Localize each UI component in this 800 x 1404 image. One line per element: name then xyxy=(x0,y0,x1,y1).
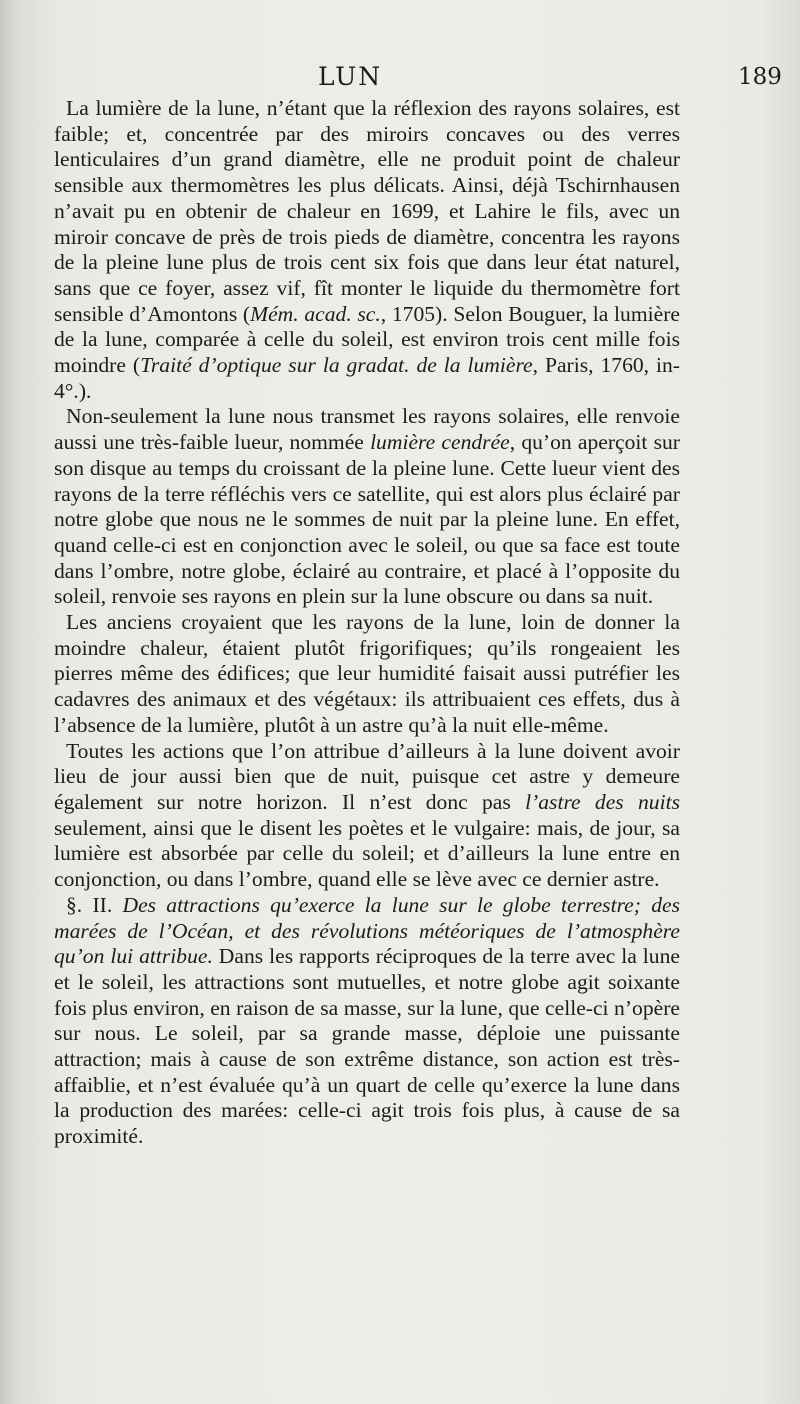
citation-italic: Mém. acad. sc. xyxy=(250,301,381,326)
paragraph-section-2 xyxy=(54,893,680,1150)
text-run: Dans les rapports réciproques de la terre avec la lune et le soleil, les attractions sont mutuelles, et notre globe agit soixante fois plus environ, en raison de sa masse, sur la lune, que celle-ci n’opère sur nous. Le soleil, par sa grande masse, déploie une puissante attraction; mais à cause de son extrême distance, son action est très-affaiblie, et n’est évaluée qu’à un quart de celle qu’exerce la lune dans la production des marées: celle-ci agit trois fois plus, à cause de sa proximité. xyxy=(54,944,680,1149)
running-head: LUN xyxy=(318,62,383,91)
paragraph-ashen-light xyxy=(54,404,680,610)
text-run: seulement, ainsi que le disent les poètes et le vulgaire: mais, de jour, sa lumière est absorbée par celle du soleil; et d’ailleurs la lune entre en conjonction, ou dans l’ombre, quand elle se lève avec ce dernier astre. xyxy=(54,815,680,892)
text-run: Les anciens croyaient que les rayons de la lune, loin de donner la moindre chaleur, étaient plutôt frigorifiques; qu’ils rongeaient les pierres même des édifices; que leur humidité faisait aussi putréfier les cadavres des animaux et des végétaux: ils attribuaient ces effets, dus à l’absence de la lumière, plutôt à un astre qu’à la nuit elle-même. xyxy=(54,610,680,737)
text-run: , 1705). Selon Bouguer, la lumière de la lune, comparée à celle du soleil, est environ trois cent mille fois moindre ( xyxy=(54,301,680,378)
text-run: Toutes les actions que l’on attribue d’ailleurs à la lune doivent avoir lieu de jour aussi bien que de nuit, puisque cet astre y demeure également sur notre horizon. Il n’est donc pas xyxy=(54,738,680,814)
page-header xyxy=(0,62,800,96)
text-run: , qu’on aperçoit sur son disque au temps du croissant de la pleine lune. Cette lueur vient des rayons de la terre réfléchis vers ce satellite, qui est alors plus éclairé par notre globe que nous ne le sommes de nuit par la pleine lune. En effet, quand celle-ci est en conjonction avec le soleil, ou que sa face est toute dans l’ombre, notre globe, éclairé au contraire, et placé à l’opposite du soleil, renvoie ses rayons en plein sur la lune obscure ou dans sa nuit. xyxy=(54,430,680,609)
paragraph-ancients xyxy=(54,610,680,739)
text-run: La lumière de la lune, n’étant que la réflexion des rayons solaires, est faible; et, concentrée par des miroirs concaves ou des verres lenticulaires d’un grand diamètre, elle ne produit point de chaleur sensible aux thermomètres les plus délicats. Ainsi, déjà Tschirnhausen n’avait pu en obtenir de chaleur en 1699, et Lahire le fils, avec un miroir concave de près de trois pieds de diamètre, concentra les rayons de la pleine lune plus de trois cent six fois que dans leur état naturel, sans que ce foyer, assez vif, fît monter le liquide du thermomètre fort sensible d’Amontons ( xyxy=(54,96,680,326)
term-italic: lumière cendrée xyxy=(370,430,510,455)
term-italic: l’astre des nuits xyxy=(525,789,680,814)
paragraph-actions xyxy=(54,739,680,893)
page-number: 189 xyxy=(738,64,782,90)
section-title: Des attractions qu’exerce la lune sur le globe terrestre; des marées de l’Océan, et des révolutions météoriques de l’atmosphère qu’on lui attribue. xyxy=(54,892,680,969)
paragraph-moonlight xyxy=(54,96,680,404)
section-number: §. II. xyxy=(66,892,123,917)
body-text xyxy=(54,96,680,1150)
text-run: Non-seulement la lune nous transmet les rayons solaires, elle renvoie aussi une très-faible lueur, nommée xyxy=(54,404,680,455)
citation-italic: Traité d’optique sur la gradat. de la lumière xyxy=(140,353,533,378)
text-run: , Paris, 1760, in-4°.). xyxy=(54,353,680,403)
